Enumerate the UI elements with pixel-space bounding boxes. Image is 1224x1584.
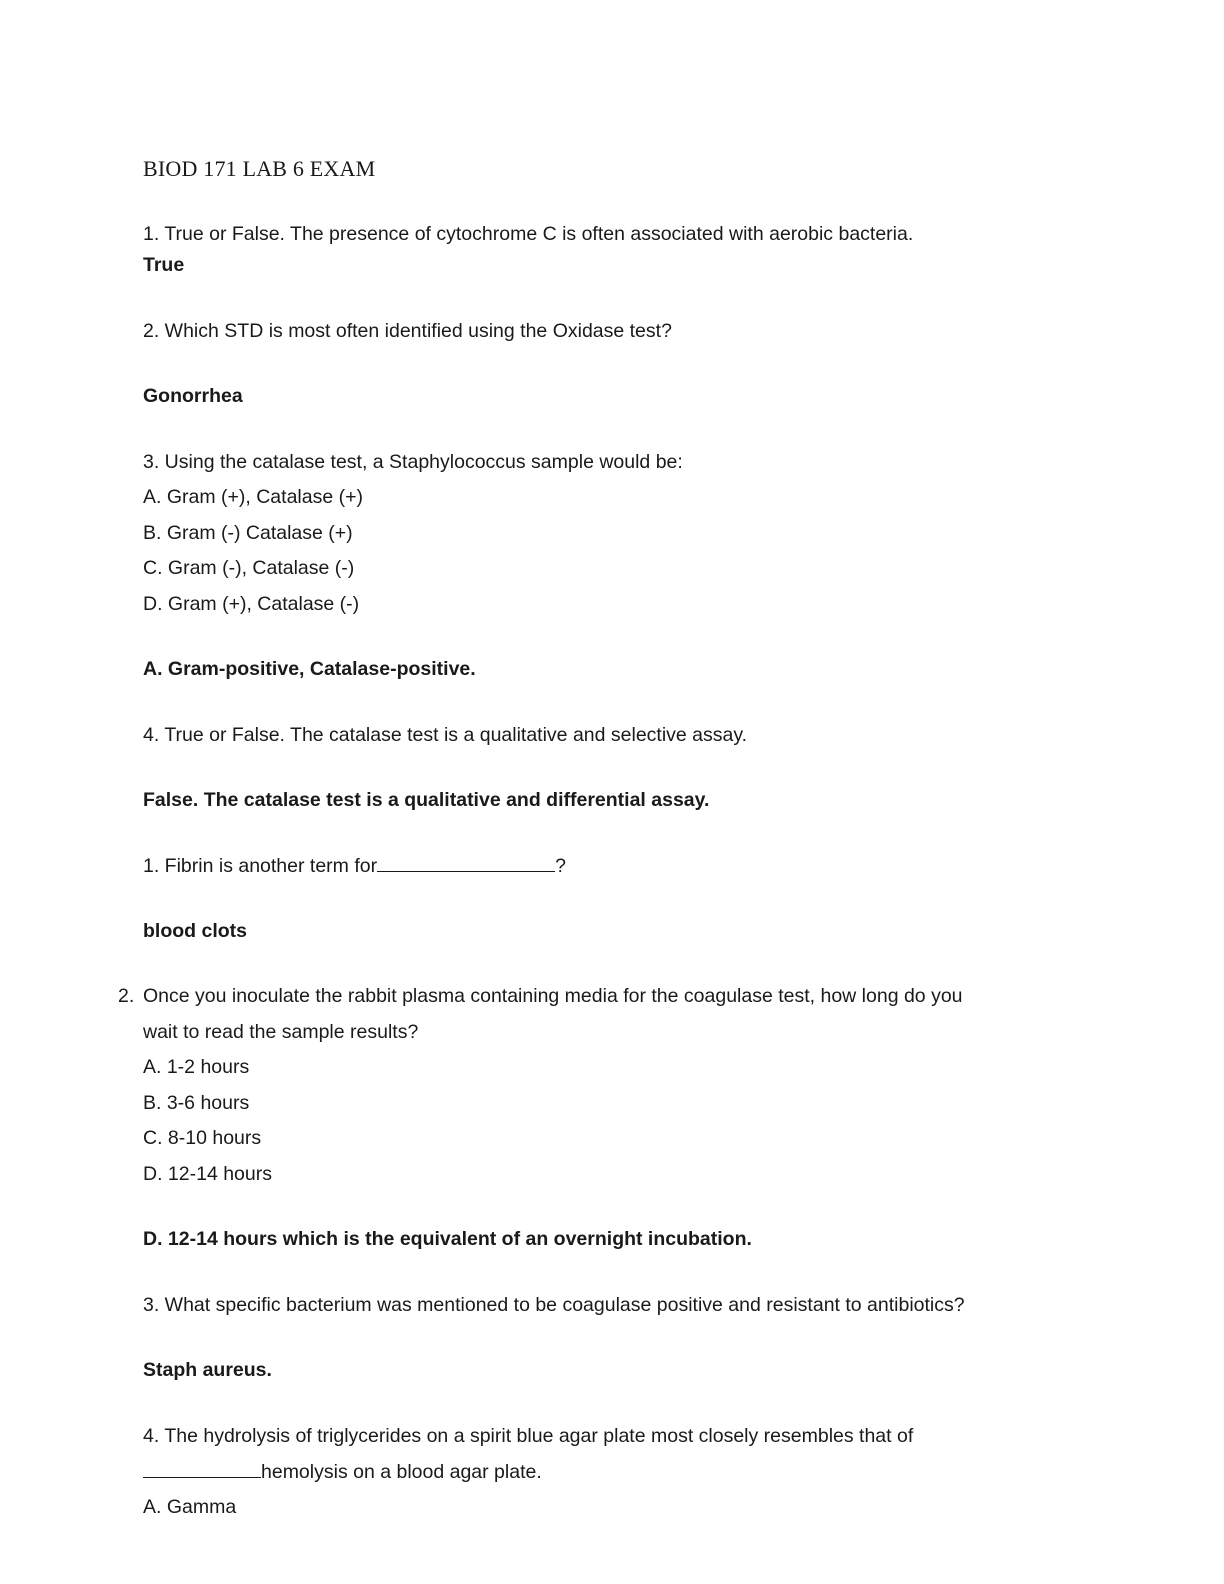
question-6-option-c: C. 8-10 hours [143,1127,262,1149]
question-8-option-a: A. Gamma [143,1496,237,1518]
question-3-option-a: A. Gram (+), Catalase (+) [143,486,363,508]
question-6-line-2: wait to read the sample results? [143,1021,419,1043]
question-8-line-2 [143,1459,542,1484]
question-3-text: 3. Using the catalase test, a Staphylococcus sample would be: [143,451,683,473]
question-5-text-before: 1. Fibrin is another term for [143,855,378,877]
question-6-option-d: D. 12-14 hours [143,1163,272,1185]
question-5-text [143,853,566,878]
question-2-text: 2. Which STD is most often identified using the Oxidase test? [143,320,672,342]
question-8-line-2-text: hemolysis on a blood agar plate. [261,1461,542,1483]
question-5-text-after: ? [555,855,566,877]
question-4-text: 4. True or False. The catalase test is a qualitative and selective assay. [143,724,748,746]
question-8-line-1: 4. The hydrolysis of triglycerides on a spirit blue agar plate most closely resembles that of [143,1425,914,1447]
question-2-answer: Gonorrhea [143,385,243,407]
fill-in-blank [377,853,555,872]
question-7-text: 3. What specific bacterium was mentioned to be coagulase positive and resistant to antibiotics? [143,1294,965,1316]
question-6-line-1: Once you inoculate the rabbit plasma containing media for the coagulase test, how long do you [143,985,963,1007]
question-6-option-a: A. 1-2 hours [143,1056,250,1078]
question-4-answer: False. The catalase test is a qualitative and differential assay. [143,789,710,811]
question-3-option-b: B. Gram (-) Catalase (+) [143,522,353,544]
question-6-option-b: B. 3-6 hours [143,1092,250,1114]
question-3-answer: A. Gram-positive, Catalase-positive. [143,658,476,680]
question-5-answer: blood clots [143,920,247,942]
question-6-number: 2. [118,985,135,1007]
question-3-option-d: D. Gram (+), Catalase (-) [143,593,360,615]
page-title: BIOD 171 LAB 6 EXAM [143,156,376,181]
fill-in-blank [143,1459,261,1478]
question-7-answer: Staph aureus. [143,1359,272,1381]
question-6-answer: D. 12-14 hours which is the equivalent of an overnight incubation. [143,1228,752,1250]
question-3-option-c: C. Gram (-), Catalase (-) [143,557,355,579]
question-1-answer: True [143,254,185,276]
question-1-text: 1. True or False. The presence of cytochrome C is often associated with aerobic bacteria. [143,223,914,245]
